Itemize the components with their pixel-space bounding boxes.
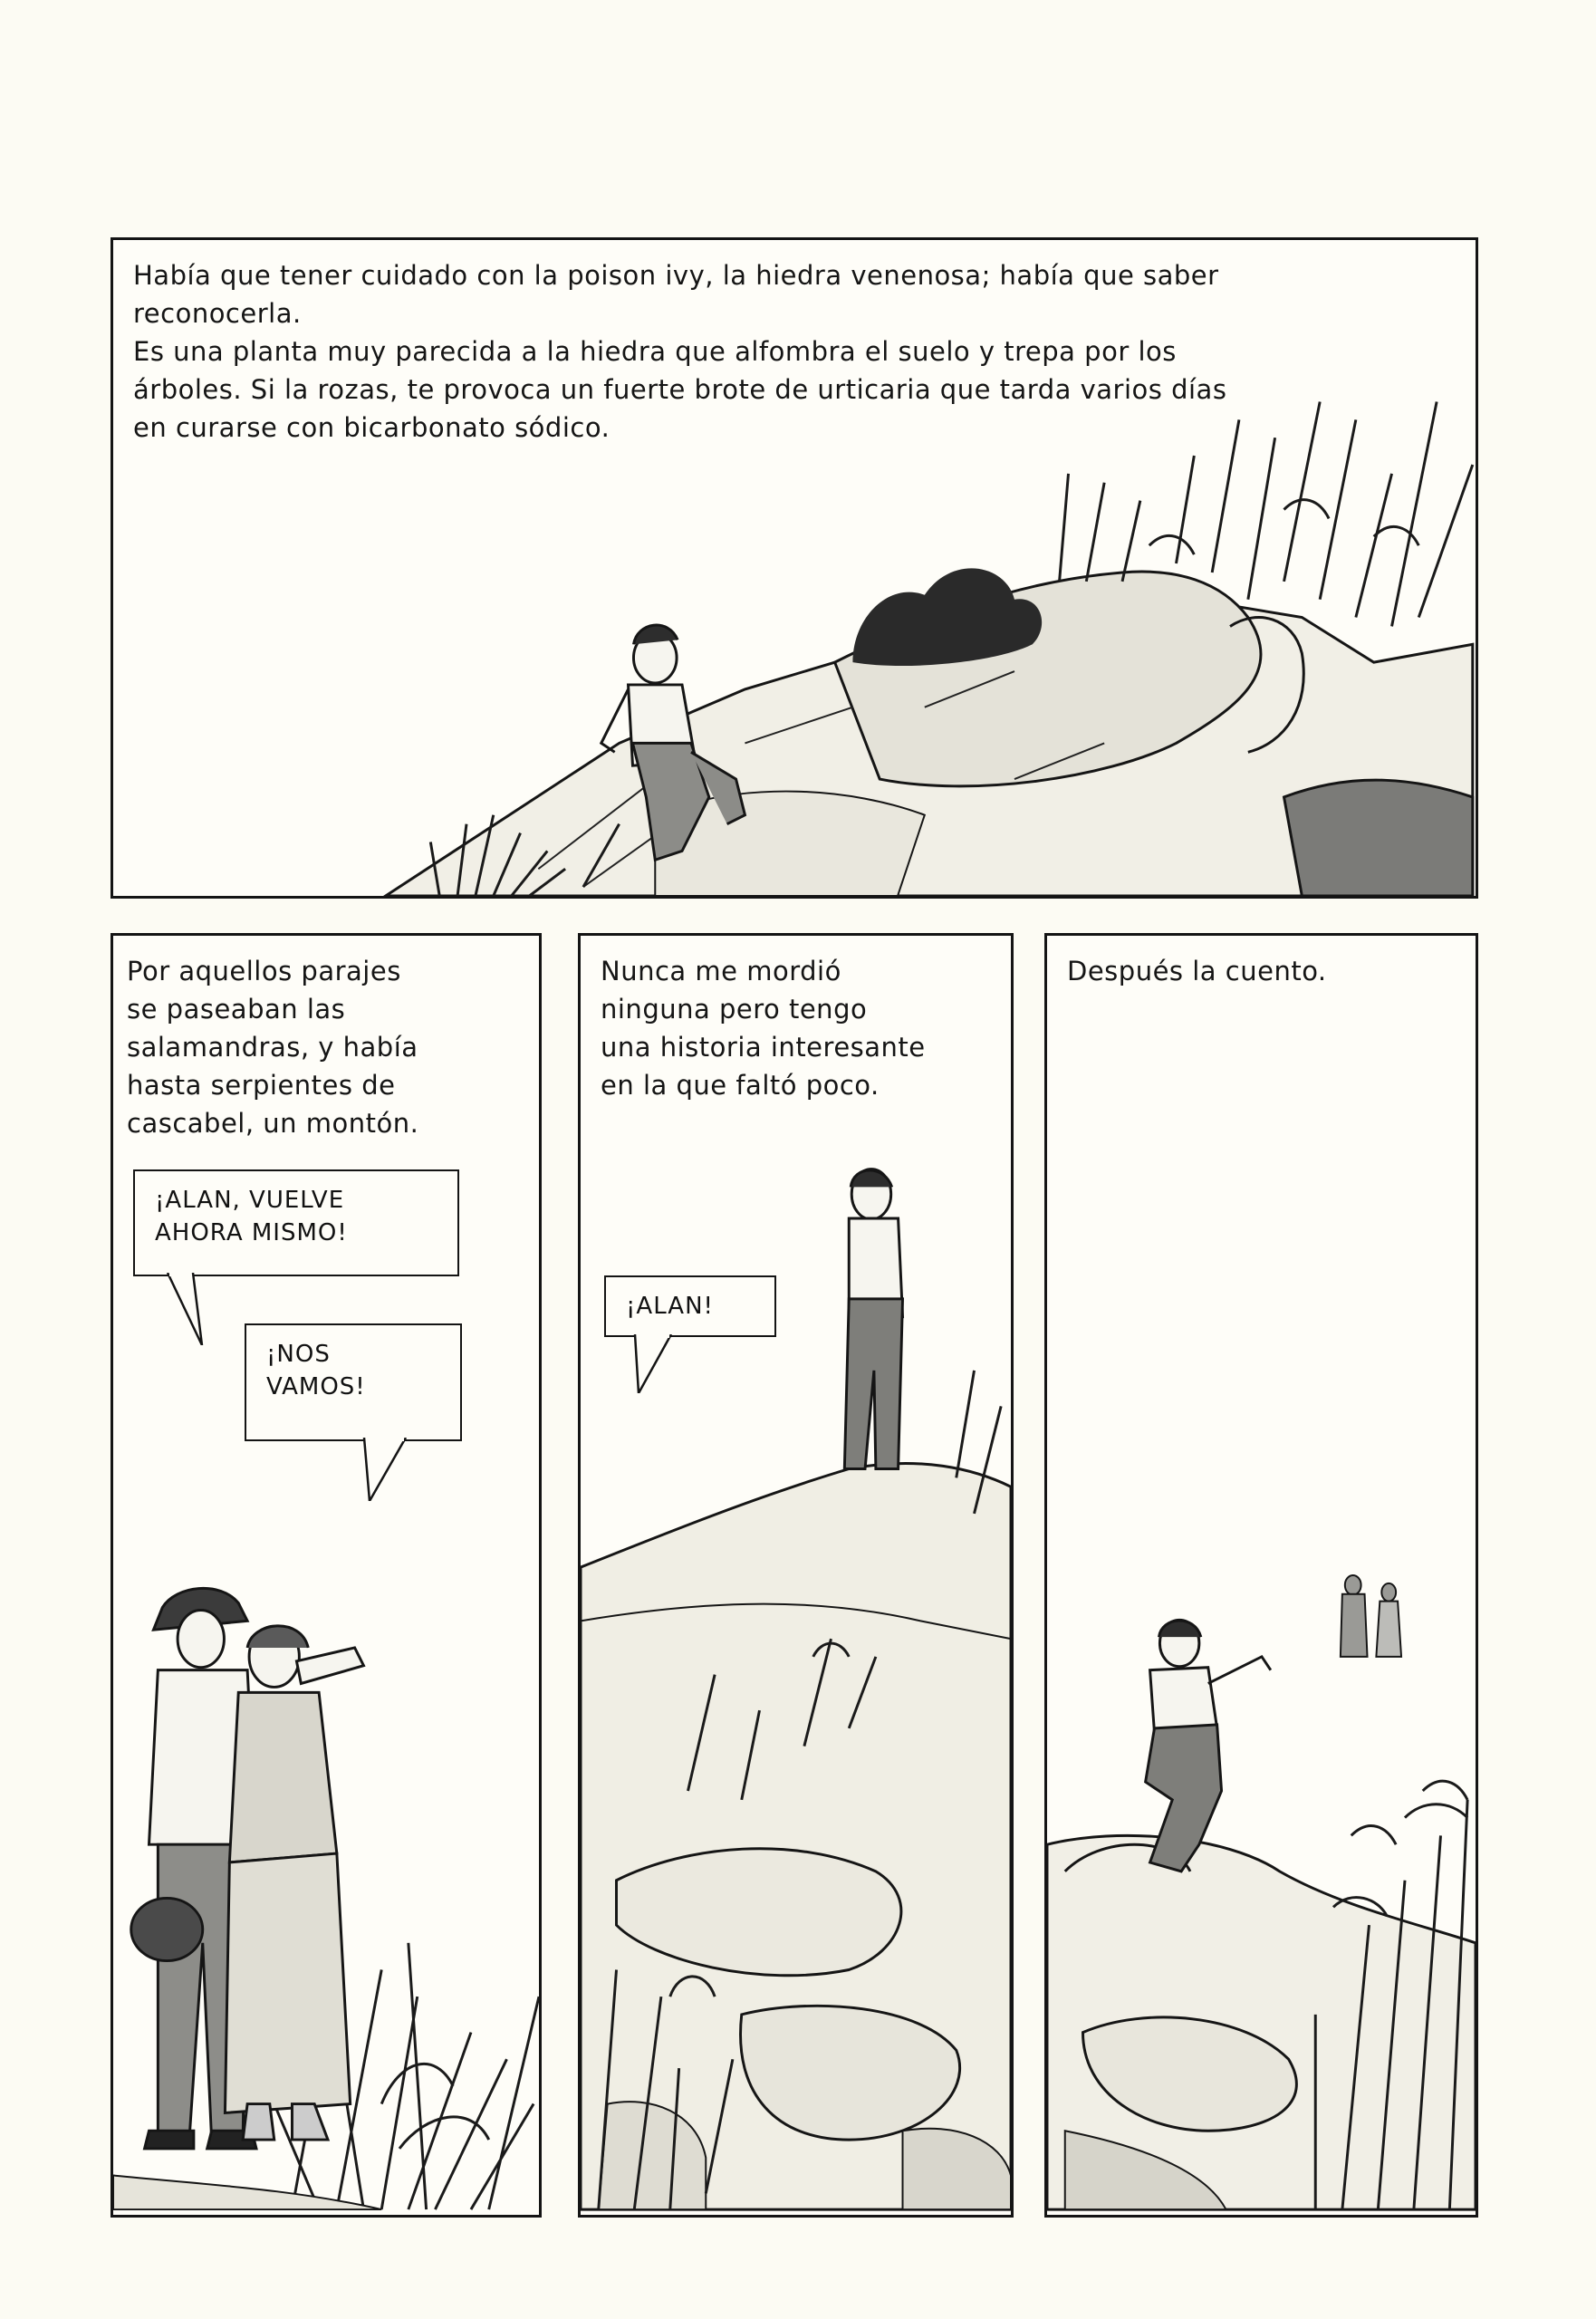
caption-poison-ivy: Había que tener cuidado con la poison ivy, la hiedra venenosa; había que saber reconocerla. Es una planta muy parecida a la hiedra que alfombra el suelo y trepa por los árboles. Si la rozas, te provoca un fuerte brote de urticaria que tarda varios días en curarse con bicarbonato sódico. bbox=[133, 260, 1227, 443]
distant-parents-figures bbox=[1341, 1575, 1401, 1657]
illustration-boy-on-hilltop bbox=[581, 936, 1011, 2215]
panel-boy-climbing-rocks bbox=[111, 237, 1478, 899]
speech-bubble-alan: ¡ALAN! bbox=[604, 1275, 776, 1337]
speech-bubble-tail bbox=[362, 1438, 417, 1501]
boy-standing-figure bbox=[844, 1169, 902, 1469]
caption-never-bitten: Nunca me mordió ninguna pero tengo una historia interesante en la que faltó poco. bbox=[601, 956, 926, 1101]
caption-salamanders: Por aquellos parajes se paseaban las salamandras, y había hasta serpientes de cascabel, un montón. bbox=[127, 956, 419, 1139]
woman-figure bbox=[225, 1626, 363, 2140]
speech-bubble-tail bbox=[166, 1273, 220, 1345]
panel-boy-on-hill bbox=[578, 933, 1014, 2218]
caption-after: Después la cuento. bbox=[1067, 956, 1327, 986]
speech-bubble-nos-vamos: ¡NOS VAMOS! bbox=[245, 1323, 462, 1441]
panel-parents-calling bbox=[111, 933, 542, 2218]
boy-running-figure bbox=[1146, 1620, 1271, 1871]
panel-boy-running bbox=[1044, 933, 1478, 2218]
speech-bubble-tail bbox=[633, 1334, 678, 1393]
speech-bubble-alan-vuelve: ¡ALAN, VUELVE AHORA MISMO! bbox=[133, 1169, 459, 1276]
illustration-boy-running-to-parents bbox=[1047, 936, 1476, 2215]
